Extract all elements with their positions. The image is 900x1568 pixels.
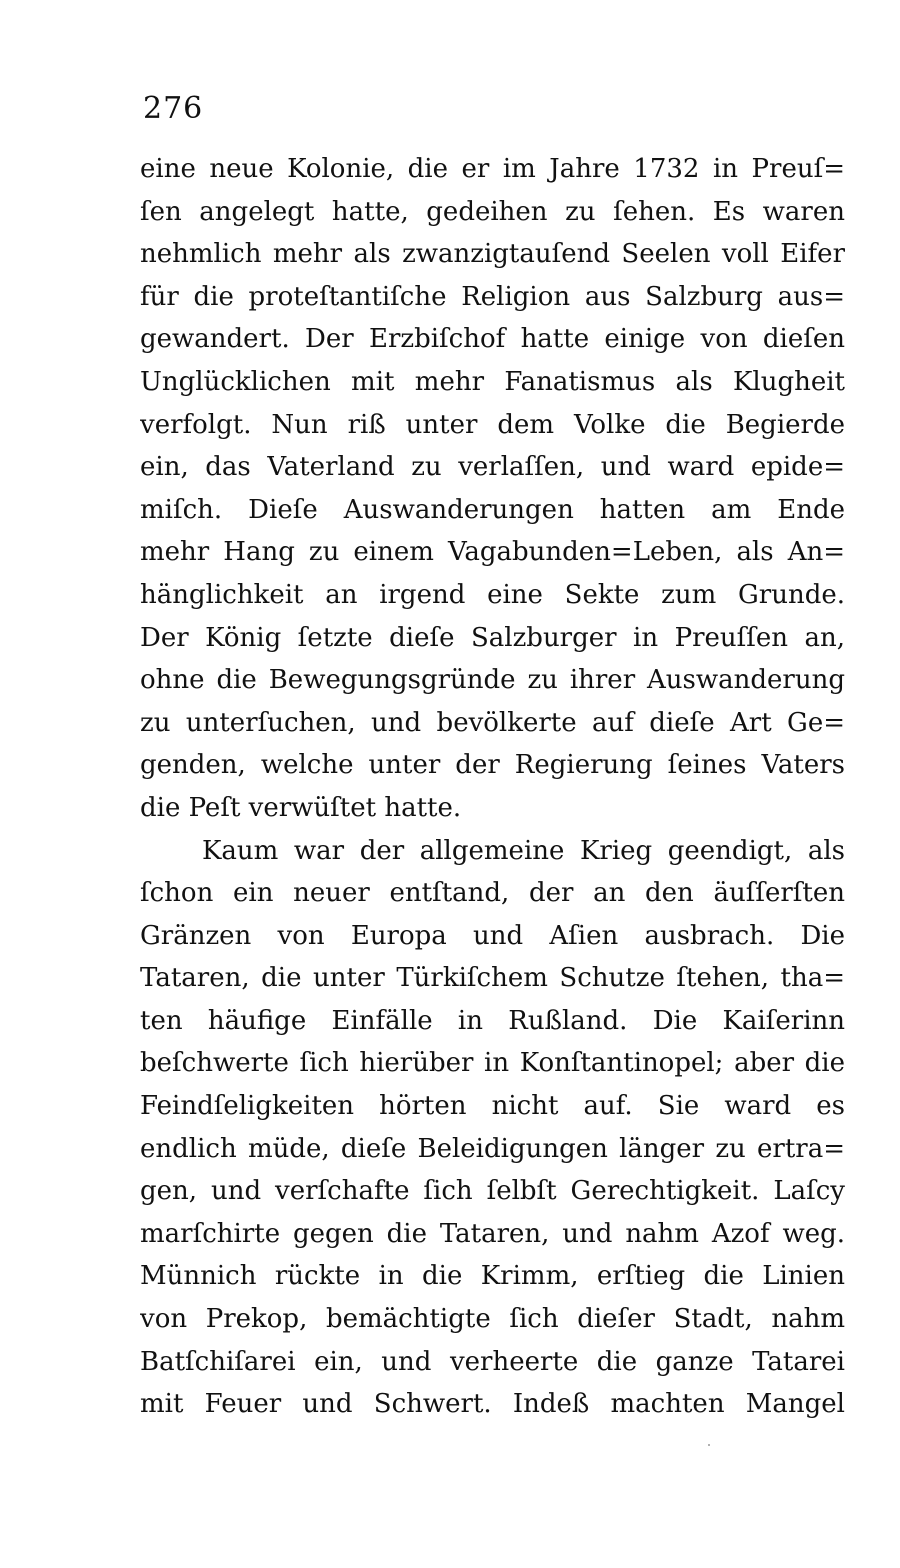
text-line: hänglichkeit an irgend eine Sekte zum Grunde. (140, 579, 845, 610)
paragraph-end-line: die Peſt verwüſtet hatte. (140, 792, 462, 823)
text-line: Münnich rückte in die Krimm, erſtieg die Linien (140, 1261, 845, 1292)
text-line: mehr Hang zu einem Vagabunden=Leben, als An= (140, 537, 845, 568)
text-line: endlich müde, dieſe Beleidigungen länger zu ertra= (140, 1133, 845, 1164)
paper-speck (708, 1444, 710, 1446)
text-line: miſch. Dieſe Auswanderungen hatten am Ende (140, 494, 845, 525)
text-line: Gränzen von Europa und Aſien ausbrach. Die (140, 920, 845, 951)
text-line: ein, das Vaterland zu verlaſſen, und ward epide= (140, 452, 845, 483)
text-line: beſchwerte ſich hierüber in Konſtantinopel; aber die (140, 1048, 845, 1079)
text-line: ſen angelegt hatte, gedeihen zu ſehen. Es waren (140, 196, 845, 227)
text-line: Tataren, die unter Türkiſchem Schutze ſtehen, tha= (140, 963, 845, 994)
text-line: Feindſeligkeiten hörten nicht auf. Sie ward es (140, 1091, 845, 1122)
text-line: Batſchiſarei ein, und verheerte die ganze Tatarei (140, 1346, 845, 1377)
text-line: mit Feuer und Schwert. Indeß machten Mangel (140, 1389, 845, 1420)
page-number: 276 (143, 91, 204, 126)
text-line: Der König ſetzte dieſe Salzburger in Preuſſen an, (140, 622, 845, 653)
text-line: nehmlich mehr als zwanzigtauſend Seelen voll Eifer (140, 239, 845, 270)
text-line: gen, und verſchafte ſich ſelbſt Gerechtigkeit. Laſcy (140, 1176, 845, 1207)
text-line: Unglücklichen mit mehr Fanatismus als Klugheit (140, 366, 845, 397)
text-line: eine neue Kolonie, die er im Jahre 1732 in Preuſ= (140, 154, 845, 184)
text-line: genden, welche unter der Regierung ſeines Vaters (140, 750, 845, 781)
text-line: verfolgt. Nun riß unter dem Volke die Begierde (140, 409, 845, 440)
text-line: von Prekop, bemächtigte ſich dieſer Stadt, nahm (140, 1304, 845, 1335)
text-line: marſchirte gegen die Tataren, und nahm Azof weg. (140, 1218, 845, 1249)
text-line: zu unterſuchen, und bevölkerte auf dieſe Art Ge= (140, 707, 845, 738)
paragraph-start-line: Kaum war der allgemeine Krieg geendigt, als (202, 835, 845, 866)
text-line: für die proteſtantiſche Religion aus Salzburg aus= (140, 281, 845, 312)
text-line: ohne die Bewegungsgründe zu ihrer Auswanderung (140, 665, 845, 696)
text-line: ſchon ein neuer entſtand, der an den äuſſerſten (140, 878, 845, 909)
body-text (140, 148, 845, 1426)
text-line: ten häufige Einfälle in Rußland. Die Kaiſerinn (140, 1005, 845, 1036)
text-line: gewandert. Der Erzbiſchof hatte einige von dieſen (140, 324, 845, 355)
